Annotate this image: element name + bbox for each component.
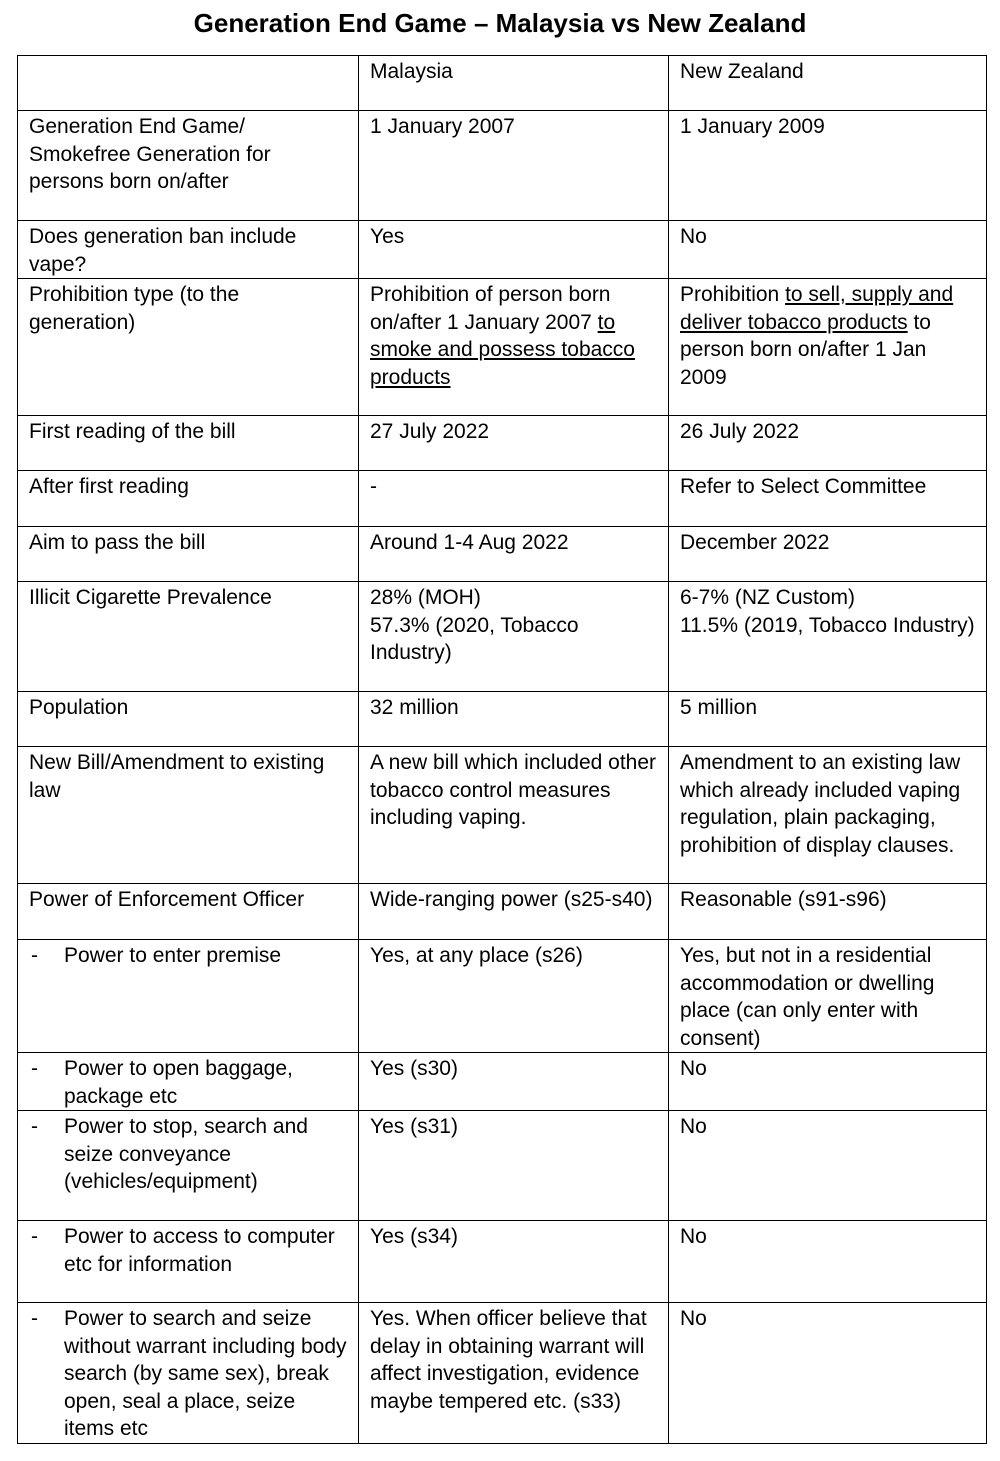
dash-bullet: - [31,1225,38,1248]
cell-line: 11.5% (2019, Tobacco Industry) [680,613,975,637]
row-label [18,1053,359,1111]
table-row-aim-to-pass [18,527,987,582]
row-label: Generation End Game/ Smokefree Generation for persons born on/after [18,111,359,221]
underlined-text: to sell, supply and deliver tobacco products [680,283,954,334]
malaysia-cell: 32 million [359,692,669,747]
row-label [18,1303,359,1444]
row-label: After first reading [18,471,359,527]
row-label: Does generation ban include vape? [18,221,359,279]
malaysia-cell: 1 January 2007 [359,111,669,221]
table-subrow-stop-search-conveyance [18,1111,987,1221]
subitem-label: Power to stop, search and seize conveyance (vehicles/equipment) [64,1115,308,1193]
table-subrow-open-baggage [18,1053,987,1111]
table-row-after-first-reading [18,471,987,527]
row-label [18,1221,359,1303]
malaysia-cell: Yes (s31) [359,1111,669,1221]
table-row-bill-type [18,747,987,884]
new-zealand-cell: No [669,1221,987,1303]
malaysia-cell [359,279,669,416]
text-segment: Prohibition of person born on/after 1 January 2007 [370,283,611,334]
malaysia-cell: Yes. When officer believe that delay in obtaining warrant will affect investigation, evidence maybe tempered etc. (s33) [359,1303,669,1444]
new-zealand-cell [669,582,987,692]
cell-line: 28% (MOH) [370,586,481,609]
dash-bullet: - [31,1307,38,1330]
cell-line: 57.3% (2020, Tobacco Industry) [370,613,579,664]
row-label [18,1111,359,1221]
table-row-generation-date [18,111,987,221]
table-row-prohibition-type [18,279,987,416]
text-segment: to person born on/after 1 Jan 2009 [680,310,931,389]
new-zealand-cell: 26 July 2022 [669,416,987,471]
row-label [18,940,359,1053]
text-segment: Prohibition [680,283,786,306]
new-zealand-cell: Yes, but not in a residential accommodation or dwelling place (can only enter with consent) [669,940,987,1053]
malaysia-cell: Yes, at any place (s26) [359,940,669,1053]
dash-bullet: - [31,1057,38,1080]
table-row-enforcement-power [18,884,987,940]
row-label: Population [18,692,359,747]
malaysia-cell [359,582,669,692]
row-label: New Bill/Amendment to existing law [18,747,359,884]
new-zealand-cell: No [669,1053,987,1111]
row-label: Aim to pass the bill [18,527,359,582]
malaysia-cell: Yes (s34) [359,1221,669,1303]
new-zealand-cell: December 2022 [669,527,987,582]
new-zealand-cell: Reasonable (s91-s96) [669,884,987,940]
row-label: Illicit Cigarette Prevalence [18,582,359,692]
table-subrow-search-without-warrant [18,1303,987,1444]
malaysia-cell: 27 July 2022 [359,416,669,471]
dash-bullet: - [31,944,38,967]
new-zealand-cell: No [669,1111,987,1221]
new-zealand-cell: 1 January 2009 [669,111,987,221]
row-label: First reading of the bill [18,416,359,471]
header-new-zealand: New Zealand [669,56,987,111]
new-zealand-cell [669,279,987,416]
new-zealand-cell: Amendment to an existing law which already included vaping regulation, plain packaging, prohibition of display clauses. [669,747,987,884]
malaysia-cell: Yes (s30) [359,1053,669,1111]
new-zealand-cell: Refer to Select Committee [669,471,987,527]
underlined-text: to smoke and possess tobacco products [370,310,635,389]
subitem-label: Power to access to computer etc for information [64,1225,335,1276]
dash-bullet: - [31,1115,38,1138]
new-zealand-cell: No [669,1303,987,1444]
new-zealand-cell: 5 million [669,692,987,747]
malaysia-cell: - [359,471,669,527]
malaysia-cell: Around 1-4 Aug 2022 [359,527,669,582]
header-malaysia: Malaysia [359,56,669,111]
document-title: Generation End Game – Malaysia vs New Zealand [193,8,807,38]
table-row-population [18,692,987,747]
table-row-vape [18,221,987,279]
table-row-illicit-prevalence [18,582,987,692]
table-subrow-access-computer [18,1221,987,1303]
malaysia-cell: Wide-ranging power (s25-s40) [359,884,669,940]
subitem-label: Power to search and seize without warrant including body search (by same sex), break open, seal a place, seize items etc [64,1307,347,1440]
malaysia-cell: Yes [359,221,669,279]
new-zealand-cell: No [669,221,987,279]
row-label: Power of Enforcement Officer [18,884,359,940]
table-row-first-reading [18,416,987,471]
header-blank-cell [18,56,359,111]
subitem-label: Power to enter premise [64,944,282,967]
row-label: Prohibition type (to the generation) [18,279,359,416]
comparison-table [17,55,987,1444]
cell-line: 6-7% (NZ Custom) [680,586,856,609]
table-subrow-enter-premise [18,940,987,1053]
malaysia-cell: A new bill which included other tobacco control measures including vaping. [359,747,669,884]
subitem-label: Power to open baggage, package etc [64,1057,293,1108]
table-header-row [18,56,987,111]
